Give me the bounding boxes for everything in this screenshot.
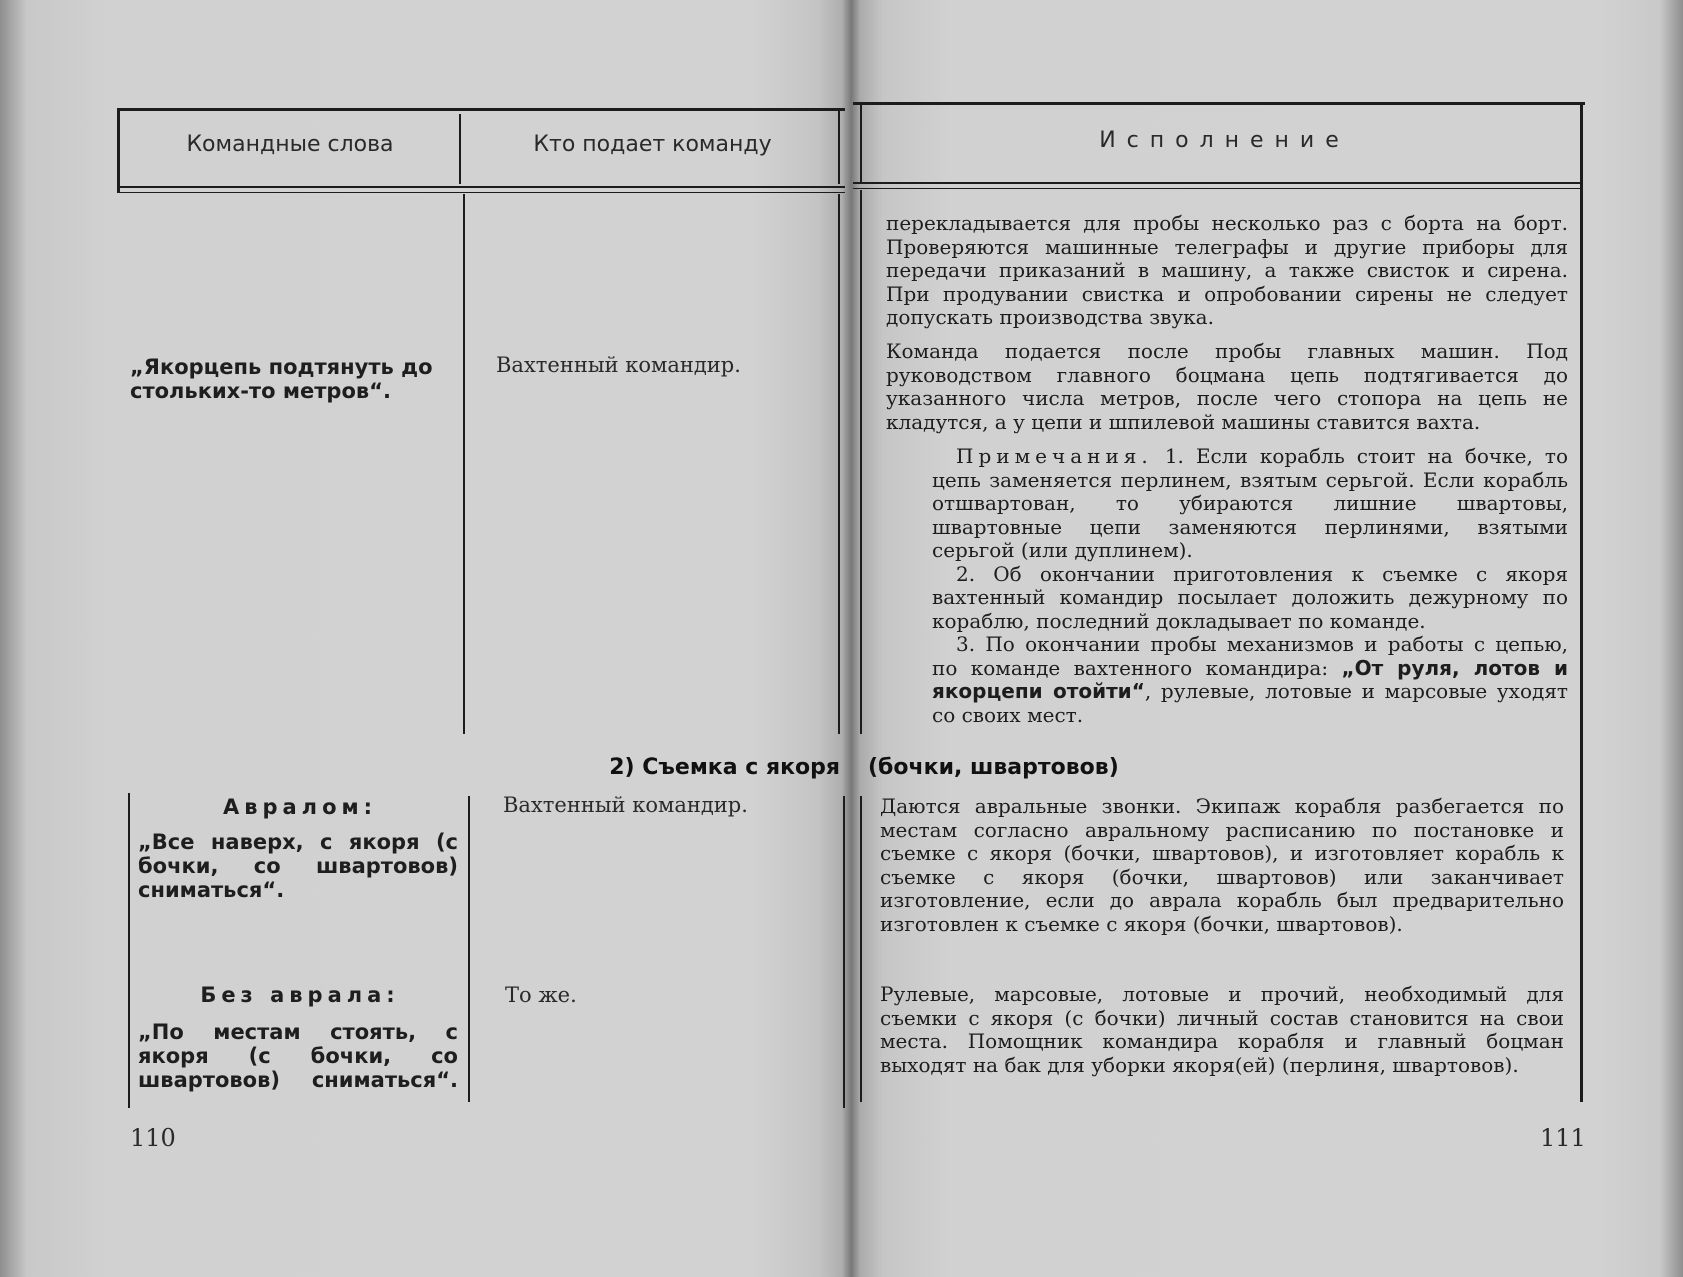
header-execution: И с п о л н е н и е [1099,128,1341,153]
column-rule-2b [838,194,840,734]
column-rule-1c [468,796,470,1102]
column-rule-3c [860,796,862,1102]
right-book-edge [1661,0,1683,1277]
avral-execution: Даются авральные звонки. Экипаж корабля разбегается по местам согласно авральному расписанию по постановке и съемке с якоря (бочки, швартовов), и изготовляет корабль к съемке с якоря (бочки, швартовов) или заканчивает изготовление, если до аврала корабль был предварительно изготовлен к съемке с якоря (бочки, швартовов). [880,794,1564,936]
section-heading-left: 2) Съемка с якоря [609,755,840,780]
column-rule-1 [459,114,461,184]
left-book-edge [0,0,26,1277]
execution-row1: Команда подается после пробы главных машин. Под руководством главного боцмана цепь подтягивается до указанного числа метров, после чего стопора на цепь не кладутся, а у цепи и шпилевой машины ставится вахта. [886,339,1568,434]
header-rule-left-2 [117,192,845,193]
command-anchor-chain-tighten: „Якорцепь подтянуть до стольких-то метров“. [130,355,433,403]
note-2-text: 2. Об окончании приготовления к съемке с якоря вахтенный командир посылает доложить дежурному по кораблю, последний докладывает по команде. [932,561,1568,633]
column-rule-1b [463,194,465,734]
note-1-text: 1. Если корабль стоит на бочке, то цепь заменяется перлинем, взятым серьгой. Если корабль отшвартован, то убираются лишние швартовы, швартовные цепи заменяются перлинями, взятыми серьгой (или дуплинем). [932,444,1569,562]
table-right-border [1580,104,1583,1102]
table-top-rule-left [117,108,845,111]
note-3-command: „От руля, лотов и якорцепи отойти“ [932,655,1568,703]
avral-who: Вахтенный командир. [503,793,748,817]
notes-label: Примечания. [956,444,1153,468]
table-left-border-lower [128,793,130,1108]
bez-avrala-command: „По местам стоять, с якоря (с бочки, со швартовов) сниматься“. [138,1020,458,1092]
note-1 [932,445,1568,563]
who-row1: Вахтенный командир. [496,353,741,377]
notes-block [932,445,1568,727]
header-who-gives-command: Кто подает команду [533,132,772,157]
note-3 [932,633,1568,727]
continuation-paragraph: перекладывается для пробы несколько раз с борта на борт. Проверяются машинные телеграфы и другие приборы для передачи приказаний в машину, а также свисток и сирена. При продувании свистка и опробовании сирены не следует допускать производства звука. [886,211,1568,329]
table-left-border [117,108,120,193]
section-heading-right: (бочки, швартовов) [868,755,1119,780]
table-top-rule-right [853,102,1585,105]
page-number-left: 110 [130,1124,176,1152]
avral-command: „Все наверх, с якоря (с бочки, со швартовов) сниматься“. [138,830,458,902]
column-rule-3b [860,190,862,734]
column-rule-3 [860,104,862,182]
header-command-words: Командные слова [186,132,394,157]
header-rule-right-2 [853,188,1583,189]
header-rule-left-1 [117,186,845,188]
column-rule-2 [838,108,840,184]
page-number-right: 111 [1540,1124,1586,1152]
note-2 [932,563,1568,634]
header-rule-right-1 [853,182,1583,184]
column-rule-2c [843,796,845,1108]
bez-avrala-who: То же. [505,983,577,1007]
bez-avrala-label: Без аврала: [200,983,400,1007]
note-3-start: 3. По окончании пробы механизмов и работы с цепью, по команде вахтенного командира: [932,632,1568,680]
avral-label: Авралом: [222,795,378,819]
bez-avrala-execution: Рулевые, марсовые, лотовые и прочий, необходимый для съемки с якоря (с бочки) личный состав становится на свои места. Помощник командира корабля и главный боцман выходят на бак для уборки якоря(ей) (перлиня, швартовов). [880,982,1564,1077]
note-3-end: , рулевые, лотовые и марсовые уходят со своих мест. [932,679,1568,727]
